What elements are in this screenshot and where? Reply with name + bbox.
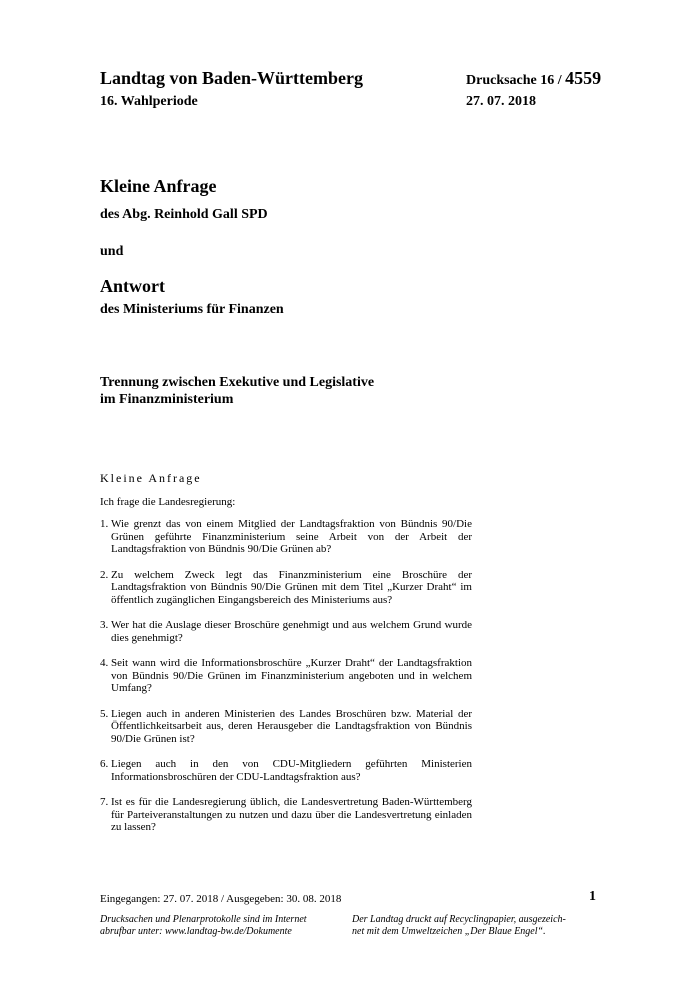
question-item	[100, 758, 472, 783]
question-item	[100, 708, 472, 746]
question-item	[100, 619, 472, 644]
question-text: Seit wann wird die Informationsbroschüre „Kurzer Draht“ der Landtagsfraktion von Bündnis 90/Die Grünen im Finanzministerium angeboten und in welchem Umfang?	[111, 657, 472, 694]
title-connector: und	[100, 244, 124, 259]
document-id	[466, 68, 601, 89]
legislative-period: 16. Wahlperiode	[100, 94, 198, 109]
answer-title: Antwort	[100, 276, 165, 296]
footer-left-line-2: abrufbar unter: www.landtag-bw.de/Dokumente	[100, 926, 292, 937]
footer-recycling-note	[352, 914, 582, 938]
question-number: 1.	[100, 518, 109, 530]
question-text: Wie grenzt das von einem Mitglied der Landtagsfraktion von Bündnis 90/Die Grünen geführte Finanzministerium seine Arbeit von der Arbeit der Landtagsfraktion von Bündnis 90/Die Grünen ab?	[111, 518, 472, 555]
document-subject	[100, 374, 440, 408]
question-text: Zu welchem Zweck legt das Finanzministerium eine Broschüre der Landtagsfraktion von Bündnis 90/Die Grünen mit dem Titel „Kurzer Draht“ im öffentlich zugänglichen Eingangsbereich des Ministeriums aus?	[111, 568, 472, 606]
subject-line-2: im Finanzministerium	[100, 392, 234, 407]
page-number: 1	[589, 889, 596, 904]
question-list	[100, 518, 472, 834]
question-text: Liegen auch in anderen Ministerien des Landes Broschüren bzw. Material der Öffentlichkeitsarbeit aus, deren Herausgeber die Landtagsfraktion von Bündnis 90/Die Grünen ist?	[111, 707, 472, 745]
parliament-name: Landtag von Baden-Württemberg	[100, 68, 364, 88]
question-item	[100, 569, 472, 607]
question-number: 7.	[100, 796, 109, 808]
question-number: 3.	[100, 619, 109, 631]
document-date: 27. 07. 2018	[466, 94, 536, 109]
inquiry-author: des Abg. Reinhold Gall SPD	[100, 207, 268, 222]
subject-line-1: Trennung zwischen Exekutive und Legislative	[100, 375, 375, 390]
question-number: 5.	[100, 707, 109, 720]
answer-author: des Ministeriums für Finanzen	[100, 302, 284, 317]
question-number: 6.	[100, 758, 109, 770]
section-label: Kleine Anfrage	[100, 471, 202, 485]
question-number: 4.	[100, 657, 109, 669]
document-label: Drucksache 16 /	[466, 73, 566, 88]
question-item	[100, 518, 472, 556]
document-number: 4559	[565, 68, 602, 88]
inquiry-intro: Ich frage die Landesregierung:	[100, 496, 236, 508]
question-item	[100, 796, 472, 834]
footer-right-line-1: Der Landtag druckt auf Recyclingpapier, ausgezeich-	[352, 914, 566, 925]
question-text: Wer hat die Auslage dieser Broschüre genehmigt und aus welchem Grund wurde dies genehmigt?	[111, 619, 472, 644]
question-text: Liegen auch in den von CDU-Mitgliedern geführten Ministerien Informationsbroschüren der CDU-Landtagsfraktion aus?	[111, 758, 472, 783]
question-number: 2.	[100, 568, 109, 581]
footer-internet-note	[100, 914, 340, 938]
question-item	[100, 657, 472, 695]
inquiry-title: Kleine Anfrage	[100, 176, 217, 196]
footer-right-line-2: net mit dem Umweltzeichen „Der Blaue Engel“.	[352, 926, 546, 937]
question-text: Ist es für die Landesregierung üblich, die Landesvertretung Baden-Württemberg für Parteiveranstaltungen zu nutzen und dazu über die Landesvertretung einladen zu lassen?	[111, 796, 472, 833]
received-issued-dates: Eingegangen: 27. 07. 2018 / Ausgegeben: 30. 08. 2018	[100, 893, 342, 905]
footer-left-line-1: Drucksachen und Plenarprotokolle sind im Internet	[100, 914, 307, 925]
